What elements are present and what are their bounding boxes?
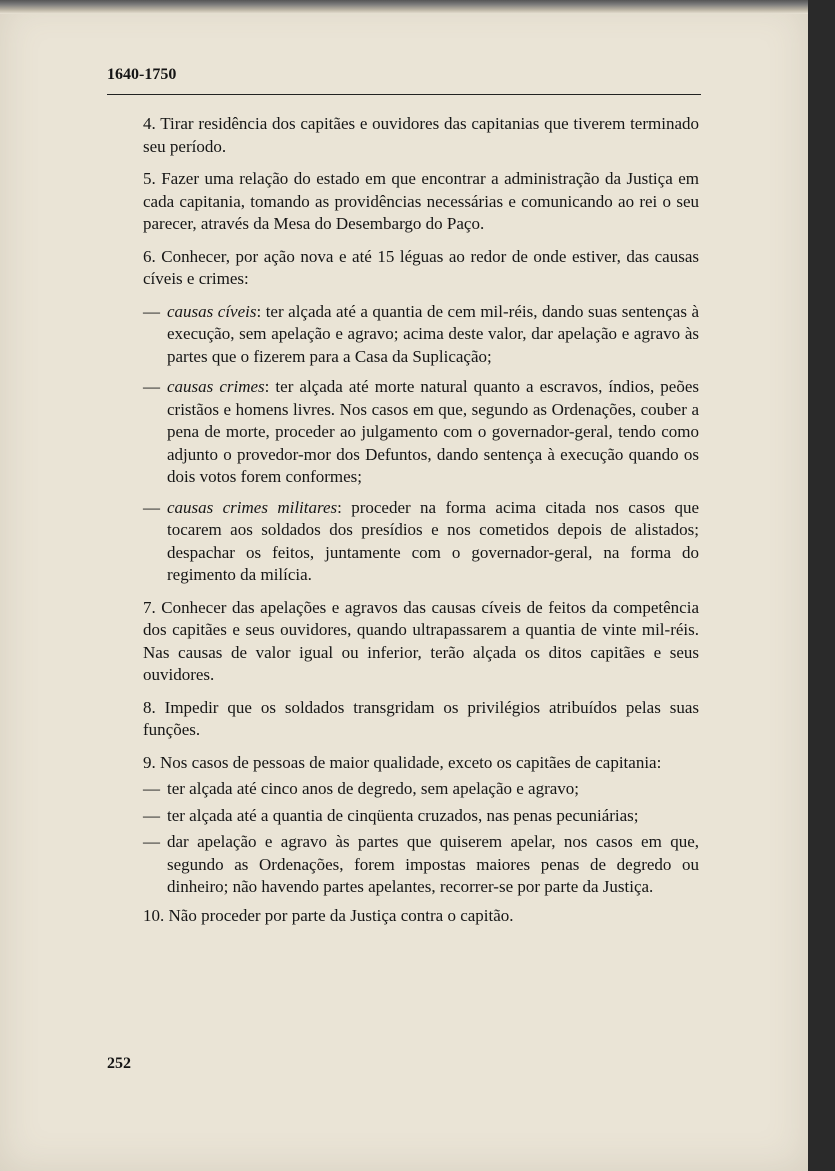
dash: — [143,497,160,517]
page-number: 252 [107,1055,131,1072]
item-6-civil-causes [143,301,699,369]
text: : proceder na forma acima citada nos casos que tocarem aos soldados dos presídios e nos cometidos depois de alistados; despachar os feitos, juntamente com o governador-geral, na forma do regimento da milícia. [167,497,699,584]
dash: — [143,779,160,798]
item-9: 9. Nos casos de pessoas de maior qualidade, exceto os capitães de capitania: [143,752,662,772]
item-6-military-causes [143,497,699,587]
running-header: 1640-1750 [107,66,177,83]
item-9-degredo [143,778,699,801]
item-4: 4. Tirar residência dos capitães e ouvidores das capitanias que tiverem terminado seu período. [143,114,699,156]
item-5: 5. Fazer uma relação do estado em que encontrar a administração da Justiça em cada capitania, tomando as providências necessárias e comunicando ao rei o seu parecer, através da Mesa do Desembargo do Paço. [143,169,699,233]
item-10: 10. Não proceder por parte da Justiça contra o capitão. [143,905,514,925]
page-body [143,113,699,937]
text: dar apelação e agravo às partes que quiserem apelar, nos casos em que, segundo as Ordenações, forem impostas maiores penas de degredo ou dinheiro; não havendo partes apelantes, recorrer-se por parte da Justiça. [167,832,699,896]
header-rule [107,94,701,95]
term: causas crimes [167,377,265,396]
item-9-pecuniary [143,805,699,828]
text: ter alçada até cinco anos de degredo, sem apelação e agravo; [167,779,580,798]
term: causas cíveis [167,301,257,321]
dash: — [143,805,160,825]
text: : ter alçada até a quantia de cem mil-réis, dando suas sentenças à execução, sem apelação e agravo; acima deste valor, dar apelação e agravo às partes que o fizerem para a Casa da Suplicação; [167,301,699,366]
item-8: 8. Impedir que os soldados transgridam os privilégios atribuídos pelas suas funções. [143,697,699,739]
dash: — [143,832,160,851]
dash: — [143,301,160,321]
page-top-edge [0,0,808,14]
item-9-appeals [143,831,699,899]
text: ter alçada até a quantia de cinqüenta cruzados, nas penas pecuniárias; [167,805,639,825]
item-6: 6. Conhecer, por ação nova e até 15 léguas ao redor de onde estiver, das causas cíveis e crimes: [143,246,699,288]
item-7: 7. Conhecer das apelações e agravos das causas cíveis de feitos da competência dos capitães e seus ouvidores, quando ultrapassarem a quantia de vinte mil-réis. Nas causas de valor igual ou inferior, terão alçada os ditos capitães e seus ouvidores. [143,597,699,684]
text: : ter alçada até morte natural quanto a escravos, índios, peões cristãos e homens livres. Nos casos em que, segundo as Ordenações, couber a pena de morte, proceder ao julgamento com o governador-geral, tendo como adjunto o provedor-mor dos Defuntos, dando sentença à execução quando os dois votos forem conformes; [167,377,699,486]
item-6-criminal-causes [143,376,699,489]
term: causas crimes militares [167,497,338,517]
dash: — [143,377,160,396]
